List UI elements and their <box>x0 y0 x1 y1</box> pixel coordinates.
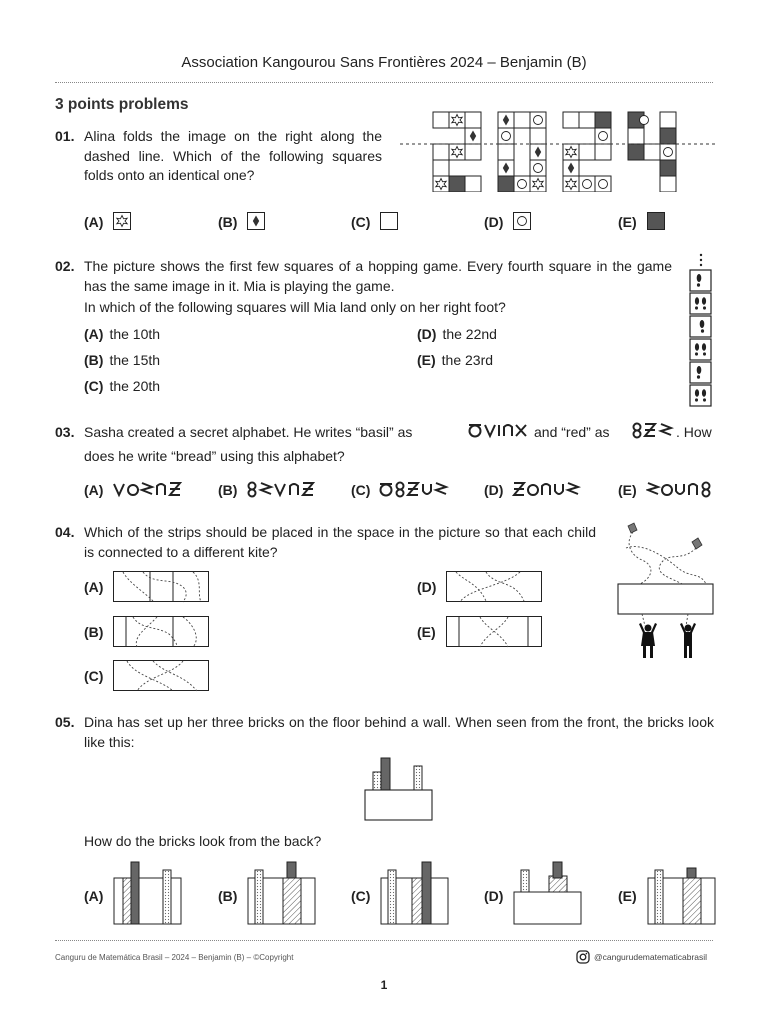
footer-divider <box>55 940 713 941</box>
q2-option-a-letter: (A) <box>84 326 104 342</box>
q2-option-d[interactable] <box>417 326 497 342</box>
q2-option-d-text: the 22nd <box>442 326 497 342</box>
social-handle: @cangurudematematicabrasil <box>594 952 708 962</box>
q4-option-e-label: (E) <box>417 624 436 640</box>
q2-option-e[interactable] <box>417 352 493 368</box>
strip-d <box>446 571 543 603</box>
q2-text: The picture shows the first few squares of a hopping game. Every fourth square in the game has the same image in it. Mia is playing the game. <box>84 258 672 294</box>
q3-option-e[interactable] <box>618 482 643 498</box>
q2-option-b-letter: (B) <box>84 352 104 368</box>
q1-option-a[interactable] <box>84 214 109 230</box>
filled-square-icon <box>647 212 665 230</box>
q5-option-e[interactable] <box>618 888 643 904</box>
bricks-back-d <box>513 858 583 926</box>
bricks-back-c <box>380 858 450 926</box>
empty-square-icon <box>380 212 398 230</box>
q1-option-c[interactable] <box>351 214 376 230</box>
secret-word-a <box>112 479 184 499</box>
page-header: Association Kangourou Sans Frontières 2024 – Benjamin (B) <box>181 54 587 71</box>
header-divider <box>55 82 713 83</box>
diamond-square-icon <box>247 212 265 230</box>
q1-option-e-label: (E) <box>618 214 637 230</box>
secret-word-e <box>646 479 718 499</box>
hopping-game-figure <box>688 252 714 408</box>
q4-option-a-label: (A) <box>84 579 104 595</box>
q3-option-e-label: (E) <box>618 482 637 498</box>
strip-b <box>113 616 210 648</box>
q3-option-c-label: (C) <box>351 482 371 498</box>
q4-text: Which of the strips should be placed in the space in the picture so that each child is connected to a different kite? <box>84 524 596 560</box>
q2-text-2: In which of the following squares will Mia land only on her right foot? <box>84 299 506 315</box>
q2-option-a[interactable] <box>84 326 160 342</box>
strip-e <box>446 616 543 648</box>
q5-option-b-label: (B) <box>218 888 238 904</box>
q3-option-a[interactable] <box>84 482 109 498</box>
q4-option-d-label: (D) <box>417 579 437 595</box>
q2-option-a-text: the 10th <box>109 326 161 342</box>
q2-option-b-text: the 15th <box>109 352 161 368</box>
q5-number: 05. <box>55 714 75 730</box>
q1-figure <box>400 110 715 192</box>
q2-number: 02. <box>55 258 75 274</box>
bricks-back-b <box>247 858 317 926</box>
q5-option-a[interactable] <box>84 888 109 904</box>
secret-word-red <box>631 420 677 440</box>
q2-option-c[interactable] <box>84 378 160 394</box>
page-number: 1 <box>380 978 388 992</box>
q3-option-a-label: (A) <box>84 482 104 498</box>
q5-option-b[interactable] <box>218 888 243 904</box>
q5-option-a-label: (A) <box>84 888 104 904</box>
circle-square-icon <box>513 212 531 230</box>
q5-option-c[interactable] <box>351 888 376 904</box>
secret-word-b <box>246 479 318 499</box>
q3-option-b-label: (B) <box>218 482 238 498</box>
q3-text-a: Sasha created a secret alphabet. He writes “basil” as <box>84 424 413 440</box>
q2-option-c-letter: (C) <box>84 378 104 394</box>
q5-option-d-label: (D) <box>484 888 504 904</box>
q1-option-c-label: (C) <box>351 214 371 230</box>
footer-social[interactable] <box>576 950 707 964</box>
q3-text-d: does he write “bread” using this alphabet? <box>84 448 345 464</box>
kites-children-figure <box>612 522 716 662</box>
footer-copyright: Canguru de Matemática Brasil – 2024 – Benjamin (B) – ©Copyright <box>55 953 294 962</box>
q1-option-d-label: (D) <box>484 214 504 230</box>
bricks-back-e <box>647 858 717 926</box>
q5-option-e-label: (E) <box>618 888 637 904</box>
q4-number: 04. <box>55 524 75 540</box>
q3-option-b[interactable] <box>218 482 243 498</box>
q3-option-c[interactable] <box>351 482 376 498</box>
q1-option-b[interactable] <box>218 214 243 230</box>
q3-number: 03. <box>55 424 75 440</box>
q3-option-d[interactable] <box>484 482 509 498</box>
q4-option-b[interactable] <box>84 624 109 640</box>
q2-option-e-text: the 23rd <box>441 352 494 368</box>
q4-option-a[interactable] <box>84 579 109 595</box>
q2-option-d-letter: (D) <box>417 326 437 342</box>
q2-option-c-text: the 20th <box>109 378 161 394</box>
q3-text-b: and “red” as <box>534 424 610 440</box>
q1-text: Alina folds the image on the right along the dashed line. Which of the following squares folds onto an identical one? <box>84 128 382 183</box>
q5-text: Dina has set up her three bricks on the floor behind a wall. When seen from the front, the bricks look like this: <box>84 714 714 750</box>
q1-option-a-label: (A) <box>84 214 104 230</box>
bricks-back-a <box>113 858 183 926</box>
strip-a <box>113 571 210 603</box>
secret-word-basil <box>468 420 528 440</box>
star-square-icon <box>113 212 131 230</box>
q4-option-c-label: (C) <box>84 668 104 684</box>
q1-option-e[interactable] <box>618 214 643 230</box>
q3-text-c: . How <box>676 424 712 440</box>
q5-option-c-label: (C) <box>351 888 371 904</box>
q5-option-d[interactable] <box>484 888 509 904</box>
instagram-icon <box>576 950 590 964</box>
q2-option-b[interactable] <box>84 352 160 368</box>
q1-option-d[interactable] <box>484 214 509 230</box>
q4-option-e[interactable] <box>417 624 442 640</box>
q4-option-c[interactable] <box>84 668 109 684</box>
q4-option-d[interactable] <box>417 579 442 595</box>
q5-text-2: How do the bricks look from the back? <box>84 833 322 849</box>
section-title: 3 points problems <box>55 96 189 113</box>
q3-option-d-label: (D) <box>484 482 504 498</box>
q4-option-b-label: (B) <box>84 624 104 640</box>
strip-c <box>113 660 210 692</box>
secret-word-c <box>379 479 451 499</box>
q2-option-e-letter: (E) <box>417 352 436 368</box>
secret-word-d <box>512 479 584 499</box>
bricks-front-view <box>364 756 434 822</box>
q1-number: 01. <box>55 128 75 144</box>
q1-option-b-label: (B) <box>218 214 238 230</box>
